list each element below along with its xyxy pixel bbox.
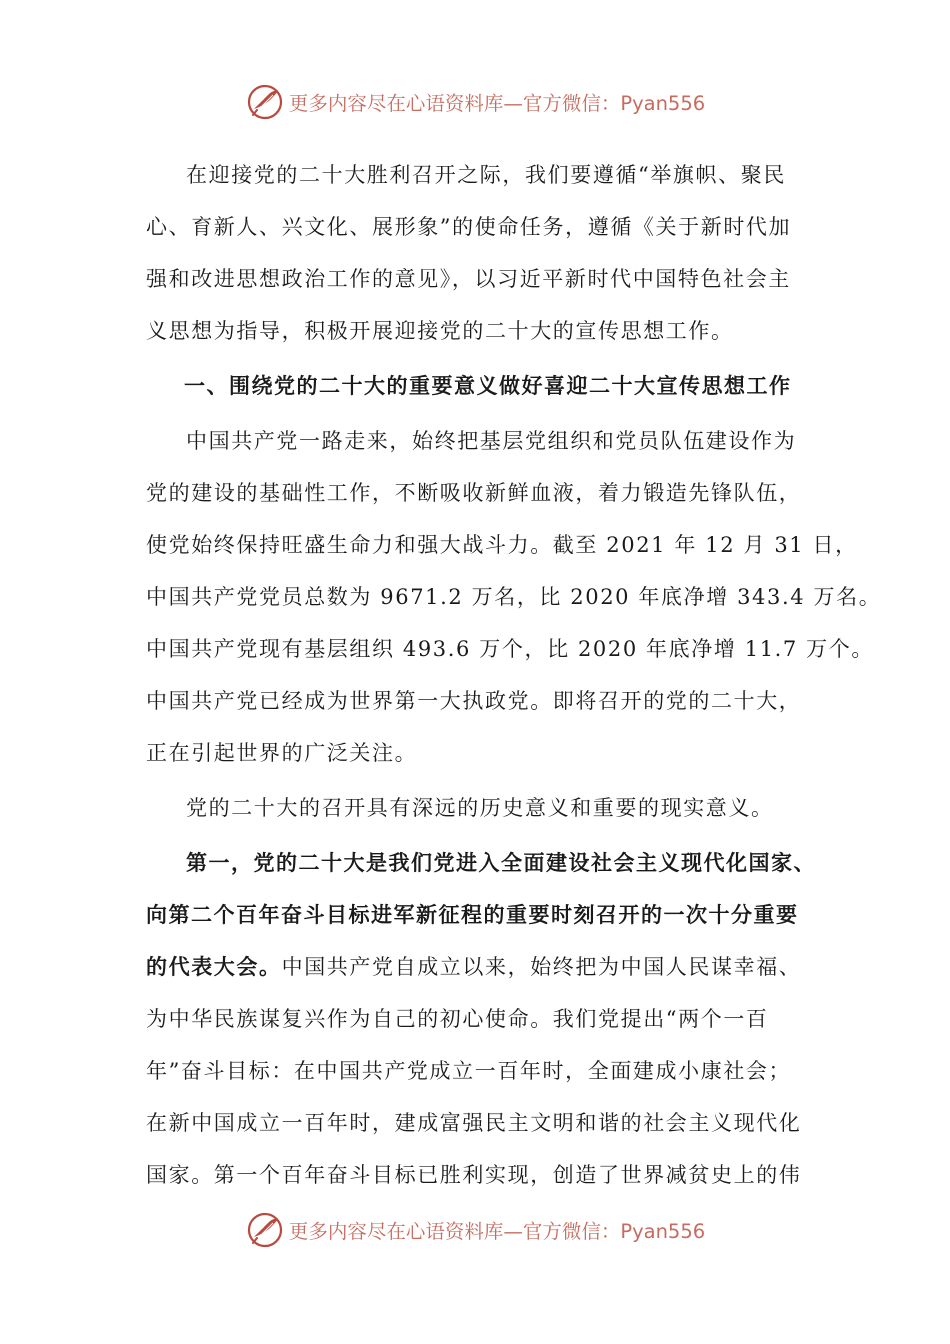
- paragraph-line: 年”奋斗目标：在中国共产党成立一百年时，全面建成小康社会；: [146, 1059, 792, 1083]
- paragraph-line: 中国共产党已经成为世界第一大执政党。即将召开的党的二十大，: [146, 689, 802, 713]
- footer-banner: [0, 1208, 950, 1252]
- paragraph-line: 强和改进思想政治工作的意见》，以习近平新时代中国特色社会主: [146, 267, 791, 291]
- paragraph-text: 中国共产党自成立以来，始终把为中国人民谋幸福、: [281, 955, 802, 979]
- paragraph-line: 正在引起世界的广泛关注。: [146, 741, 418, 765]
- paragraph-line: 使党始终保持旺盛生命力和强大战斗力。截至 2021 年 12 月 31 日，: [146, 533, 858, 557]
- paragraph-line: 义思想为指导，积极开展迎接党的二十大的宣传思想工作。: [146, 319, 734, 343]
- paragraph-line: 党的二十大的召开具有深远的历史意义和重要的现实意义。: [186, 796, 774, 820]
- paragraph-line: 中国共产党现有基层组织 493.6 万个，比 2020 年底净增 11.7 万个。: [146, 637, 874, 661]
- pen-logo-icon: [245, 82, 285, 122]
- paragraph-line: 中国共产党一路走来，始终把基层党组织和党员队伍建设作为: [186, 429, 797, 453]
- paragraph-line: 党的建设的基础性工作，不断吸收新鲜血液，着力锻造先锋队伍，: [146, 481, 802, 505]
- bold-point-line: 第一，党的二十大是我们党进入全面建设社会主义现代化国家、: [186, 850, 816, 875]
- pen-logo-icon: [245, 1210, 285, 1250]
- paragraph-line: 为中华民族谋复兴作为自己的初心使命。我们党提出“两个一百: [146, 1007, 769, 1031]
- paragraph-line: 国家。第一个百年奋斗目标已胜利实现，创造了世界减贫史上的伟: [146, 1163, 802, 1187]
- header-banner: [0, 80, 950, 124]
- paragraph-line: [146, 941, 814, 993]
- banner-text: 更多内容尽在心语资料库—官方微信：Pyan556: [288, 92, 706, 115]
- paragraph-line: 在新中国成立一百年时，建成富强民主文明和谐的社会主义现代化: [146, 1111, 802, 1135]
- paragraph-line: 心、育新人、兴文化、展形象”的使命任务，遵循《关于新时代加: [146, 215, 792, 239]
- paragraph-line: 中国共产党党员总数为 9671.2 万名，比 2020 年底净增 343.4 万名。: [146, 585, 882, 609]
- bold-point-tail: 的代表大会。: [146, 954, 282, 979]
- document-body: [146, 149, 882, 1201]
- banner-text: 更多内容尽在心语资料库—官方微信：Pyan556: [288, 1220, 706, 1243]
- paragraph-line: 在迎接党的二十大胜利召开之际，我们要遵循“举旗帜、聚民: [186, 163, 786, 187]
- section-heading: 一、围绕党的二十大的重要意义做好喜迎二十大宣传思想工作: [184, 373, 792, 398]
- bold-point-line: 向第二个百年奋斗目标进军新征程的重要时刻召开的一次十分重要: [146, 902, 799, 927]
